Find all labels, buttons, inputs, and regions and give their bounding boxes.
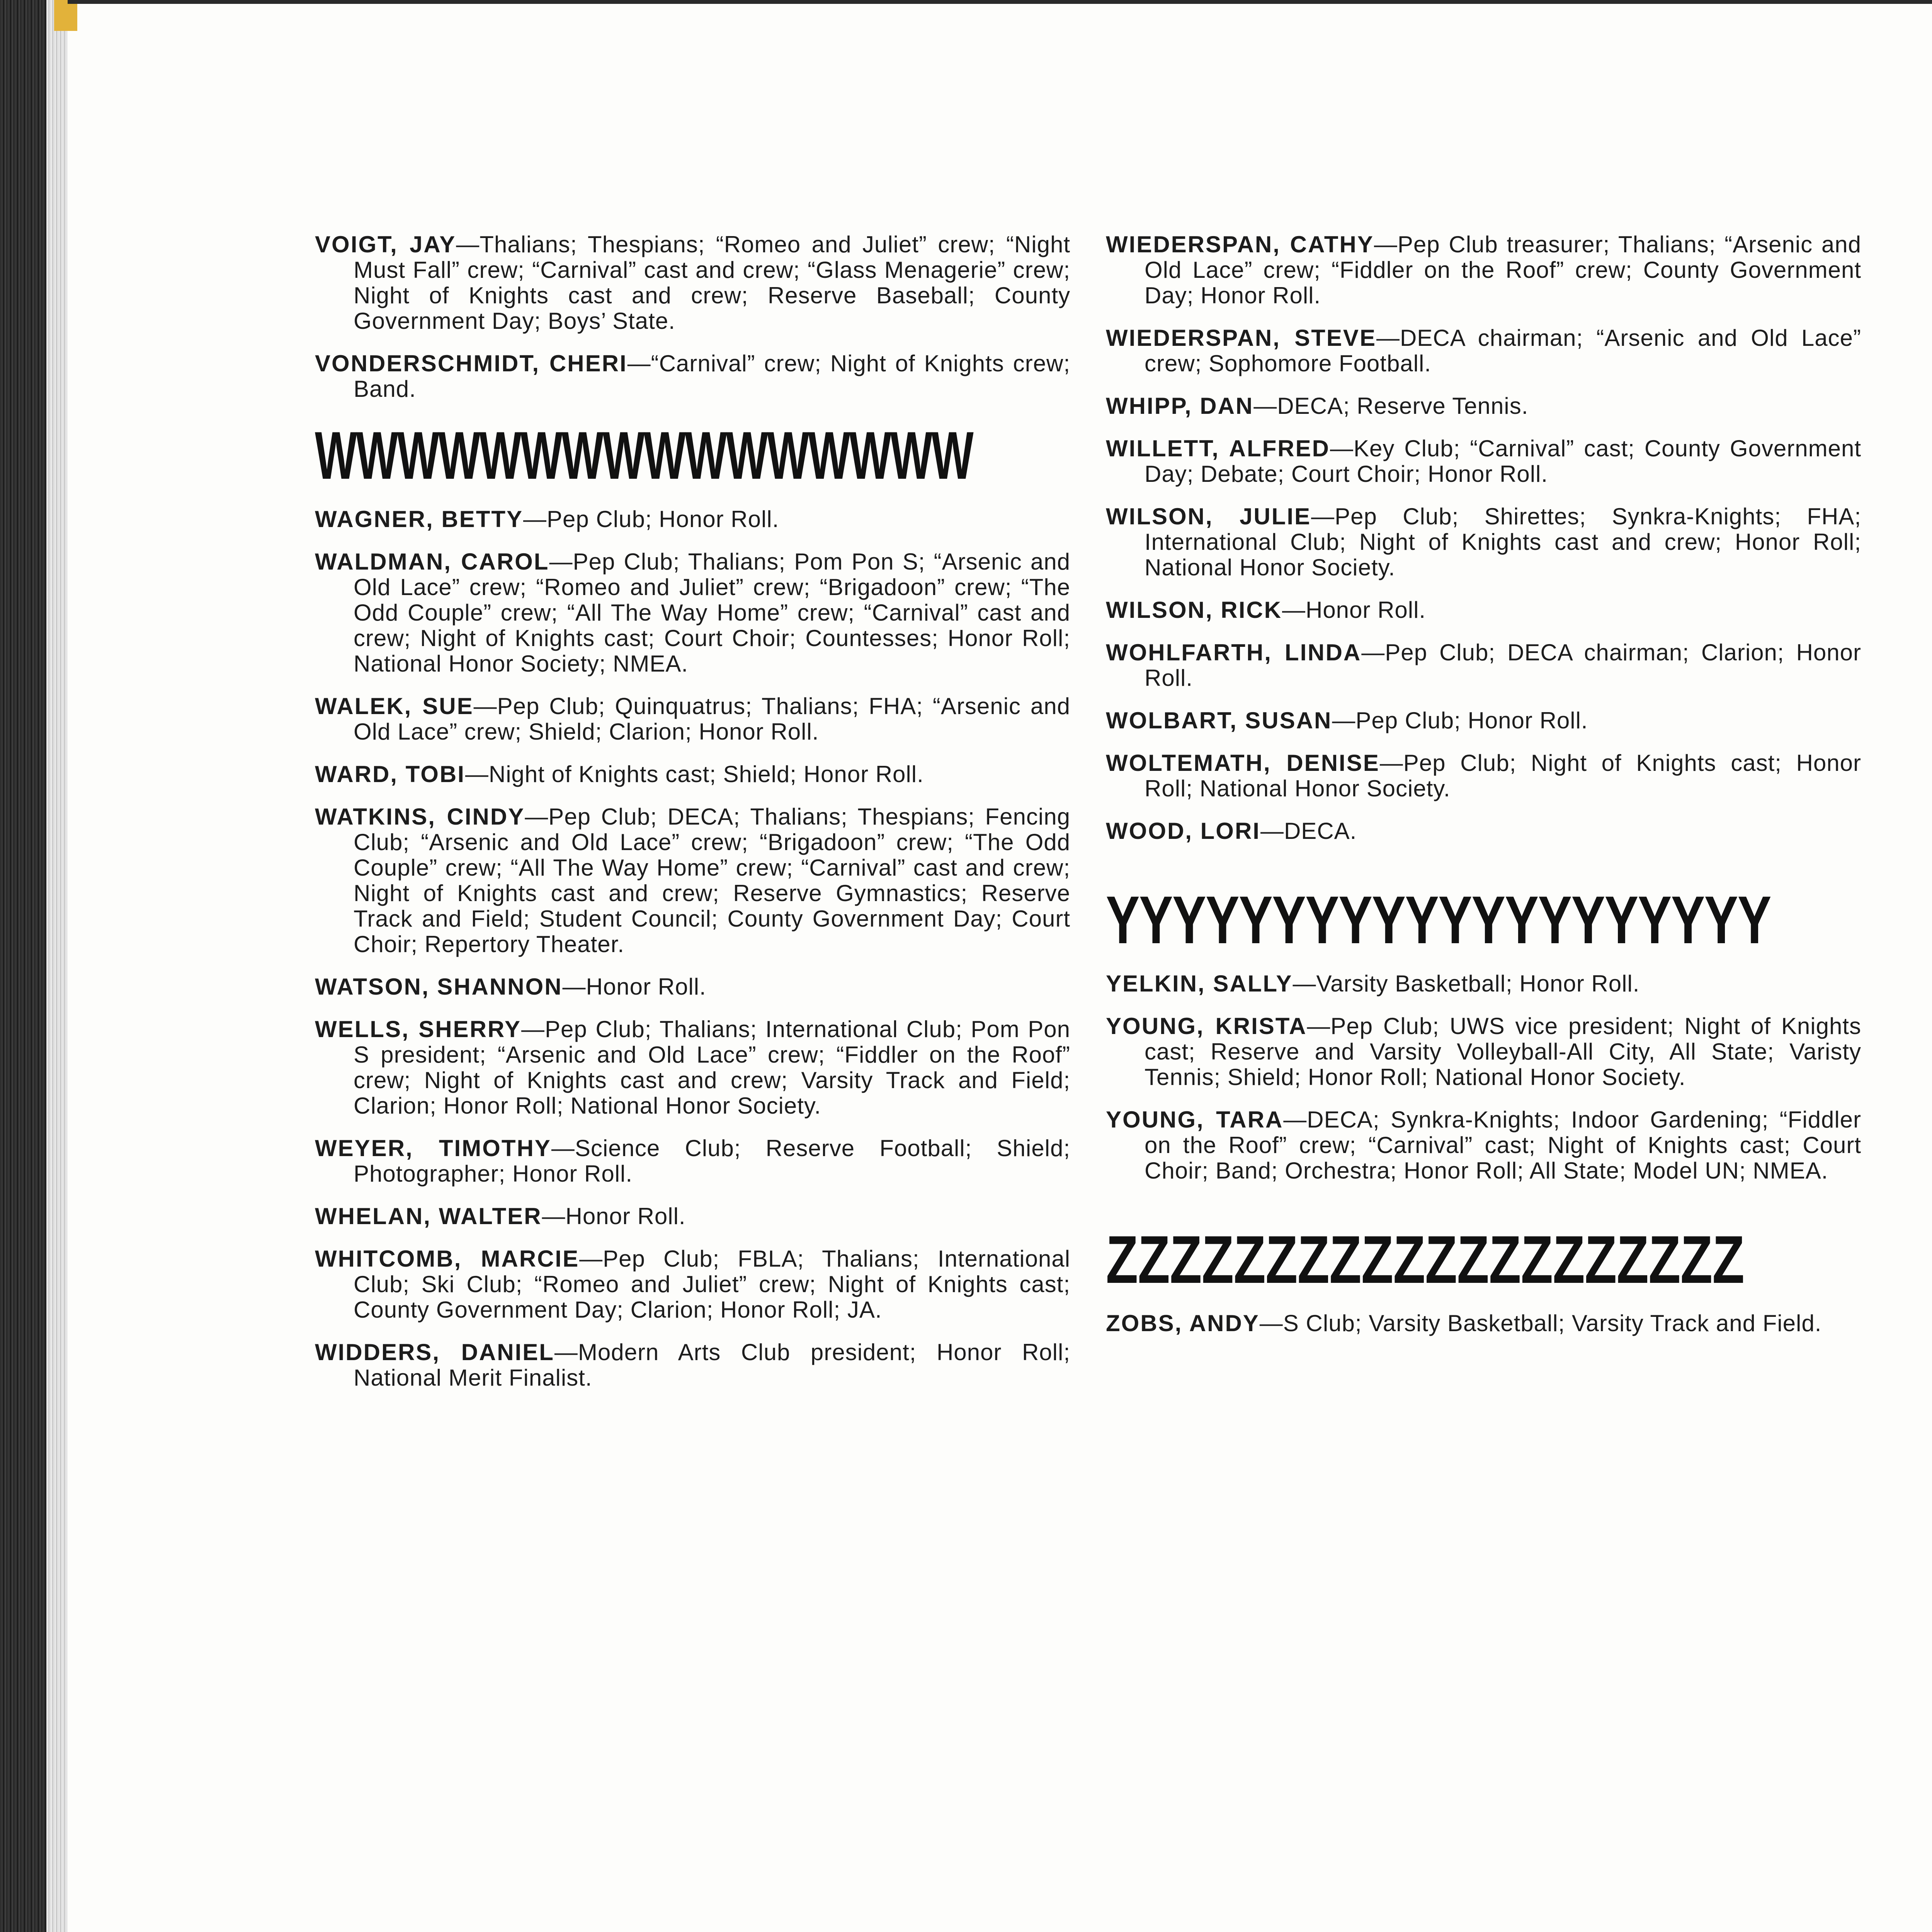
entry-watkins-cindy: WATKINS, CINDY—Pep Club; DECA; Thalians; Thespians; Fencing Club; “Arsenic and Old Lace” crew; “Brigadoon” crew; “The Odd Couple” crew; “All The Way Home” crew; “Carnival” cast and crew; Night of Knights cast and crew; Reserve Gymnastics; Reserve Track and Field; Student Council; County Government Day; Court Choir; Repertory Theater.: [315, 804, 1070, 957]
entry-name: WHELAN, WALTER: [315, 1203, 542, 1229]
entry-name: VOIGT, JAY: [315, 231, 456, 257]
entry-name: WOHLFARTH, LINDA: [1106, 639, 1362, 665]
entry-name: WOOD, LORI: [1106, 818, 1260, 844]
entry-wagner-betty: WAGNER, BETTY—Pep Club; Honor Roll.: [315, 506, 779, 532]
entry-wohlfarth-linda: WOHLFARTH, LINDA—Pep Club; DECA chairman; Clarion; Honor Roll.: [1106, 639, 1861, 691]
entry-text: S Club; Varsity Basketball; Varsity Track and Field.: [1283, 1310, 1822, 1336]
letter-header-y: YYYYYYYYYYYYYYYYYYYY: [1106, 886, 1771, 954]
entry-text: Pep Club; Quinquatrus; Thalians; FHA; “Arsenic and Old Lace” crew; Shield; Clarion; Honor Roll.: [354, 693, 1070, 745]
entry-text: DECA; Synkra-Knights; Indoor Gardening; “Fiddler on the Roof” crew; “Carnival” cast; Night of Knights cast; Court Choir; Band; Orchestra; Honor Roll; All State; Model UN; NMEA.: [1145, 1107, 1861, 1184]
entry-text: Pep Club; Honor Roll.: [1355, 707, 1588, 733]
entry-name: WILLETT, ALFRED: [1106, 435, 1330, 461]
entry-wells-sherry: WELLS, SHERRY—Pep Club; Thalians; International Club; Pom Pon S president; “Arsenic and Old Lace” crew; “Fiddler on the Roof” crew; Night of Knights cast and crew; Varsity Track and Field; Clarion; Honor Roll; National Honor Society.: [315, 1016, 1070, 1119]
entry-name: WIEDERSPAN, CATHY: [1106, 231, 1374, 257]
top-page-edge: [68, 0, 1932, 4]
letter-header-z: ZZZZZZZZZZZZZZZZZZZZ: [1106, 1226, 1745, 1294]
entry-ward-tobi: WARD, TOBI—Night of Knights cast; Shield; Honor Roll.: [315, 761, 924, 787]
entry-name: WIDDERS, DANIEL: [315, 1339, 554, 1365]
entry-text: Pep Club; Night of Knights cast; Honor Roll; National Honor Society.: [1145, 750, 1861, 801]
entry-whelan-walter: WHELAN, WALTER—Honor Roll.: [315, 1203, 686, 1229]
entry-name: WELLS, SHERRY: [315, 1016, 522, 1042]
entry-voigt-jay: VOIGT, JAY—Thalians; Thespians; “Romeo and Juliet” crew; “Night Must Fall” crew; “Carnival” cast and crew; “Glass Menagerie” crew; Night of Knights cast and crew; Reserve Baseball; County Government Day; Boys’ State.: [315, 231, 1070, 334]
entry-name: WAGNER, BETTY: [315, 506, 524, 532]
entry-name: WALDMAN, CAROL: [315, 549, 549, 575]
entry-text: Thalians; Thespians; “Romeo and Juliet” crew; “Night Must Fall” crew; “Carnival” cast and crew; “Glass Menagerie” crew; Night of Knights cast and crew; Reserve Baseball; County Government Day; Boys’ State.: [354, 231, 1070, 334]
entry-waldman-carol: WALDMAN, CAROL—Pep Club; Thalians; Pom Pon S; “Arsenic and Old Lace” crew; “Romeo and Juliet” crew; “Brigadoon” crew; “The Odd Couple” crew; “All The Way Home” crew; “Carnival” cast and crew; Night of Knights cast; Court Choir; Countesses; Honor Roll; National Honor Society; NMEA.: [315, 549, 1070, 677]
entry-text: Pep Club; DECA; Thalians; Thespians; Fencing Club; “Arsenic and Old Lace” crew; “Brigadoon” crew; “The Odd Couple” crew; “All The Way Home” crew; “Carnival” cast and crew; Night of Knights cast and crew; Reserve Gymnastics; Reserve Track and Field; Student Council; County Government Day; Court Choir; Repertory Theater.: [354, 804, 1070, 957]
entry-text: Pep Club; Honor Roll.: [547, 506, 779, 532]
entry-wiederspan-steve: WIEDERSPAN, STEVE—DECA chairman; “Arsenic and Old Lace” crew; Sophomore Football.: [1106, 325, 1861, 376]
entry-walek-sue: WALEK, SUE—Pep Club; Quinquatrus; Thalians; FHA; “Arsenic and Old Lace” crew; Shield; Clarion; Honor Roll.: [315, 693, 1070, 745]
entry-text: Pep Club; UWS vice president; Night of Knights cast; Reserve and Varsity Volleyball-All City, All State; Varisty Tennis; Shield; Honor Roll; National Honor Society.: [1145, 1013, 1861, 1090]
entry-vonderschmidt-cheri: VONDERSCHMIDT, CHERI—“Carnival” crew; Night of Knights crew; Band.: [315, 350, 1070, 402]
entry-wolbart-susan: WOLBART, SUSAN—Pep Club; Honor Roll.: [1106, 707, 1588, 733]
entry-name: YOUNG, TARA: [1106, 1107, 1284, 1133]
entry-name: YELKIN, SALLY: [1106, 971, 1293, 997]
entry-yelkin-sally: YELKIN, SALLY—Varsity Basketball; Honor Roll.: [1106, 971, 1640, 997]
entry-text: “Carnival” crew; Night of Knights crew; Band.: [354, 350, 1070, 402]
entry-text: Varsity Basketball; Honor Roll.: [1316, 971, 1640, 997]
entry-name: WOLTEMATH, DENISE: [1106, 750, 1380, 776]
entry-watson-shannon: WATSON, SHANNON—Honor Roll.: [315, 974, 706, 1000]
entry-zobs-andy: ZOBS, ANDY—S Club; Varsity Basketball; Varsity Track and Field.: [1106, 1310, 1822, 1336]
entry-name: YOUNG, KRISTA: [1106, 1013, 1307, 1039]
entry-text: Honor Roll.: [586, 974, 706, 1000]
entry-text: Honor Roll.: [1305, 597, 1426, 623]
entry-name: ZOBS, ANDY: [1106, 1310, 1260, 1336]
entry-wiederspan-cathy: WIEDERSPAN, CATHY—Pep Club treasurer; Thalians; “Arsenic and Old Lace” crew; “Fiddler on the Roof” crew; County Government Day; Honor Roll.: [1106, 231, 1862, 308]
entry-whitcomb-marcie: WHITCOMB, MARCIE—Pep Club; FBLA; Thalians; International Club; Ski Club; “Romeo and Juliet” crew; Night of Knights cast; County Government Day; Clarion; Honor Roll; JA.: [315, 1246, 1071, 1323]
entry-text: Pep Club; DECA chairman; Clarion; Honor Roll.: [1145, 639, 1861, 691]
entry-text: Key Club; “Carnival” cast; County Government Day; Debate; Court Choir; Honor Roll.: [1145, 435, 1861, 487]
entry-young-krista: YOUNG, KRISTA—Pep Club; UWS vice president; Night of Knights cast; Reserve and Varsity Volleyball-All City, All State; Varisty Tennis; Shield; Honor Roll; National Honor Society.: [1106, 1013, 1861, 1090]
entry-name: WOLBART, SUSAN: [1106, 707, 1332, 733]
entry-woltemath-denise: WOLTEMATH, DENISE—Pep Club; Night of Knights cast; Honor Roll; National Honor Society.: [1106, 750, 1861, 801]
entry-wood-lori: WOOD, LORI—DECA.: [1106, 818, 1357, 844]
entry-name: WALEK, SUE: [315, 693, 474, 719]
entry-name: VONDERSCHMIDT, CHERI: [315, 350, 628, 376]
left-column: [315, 232, 1070, 1408]
entry-name: WARD, TOBI: [315, 761, 465, 787]
entry-name: WHITCOMB, MARCIE: [315, 1246, 580, 1272]
entry-whipp-dan: WHIPP, DAN—DECA; Reserve Tennis.: [1106, 393, 1529, 419]
entry-name: WILSON, JULIE: [1106, 503, 1311, 529]
entry-text: Night of Knights cast; Shield; Honor Roll.: [488, 761, 924, 787]
entry-name: WILSON, RICK: [1106, 597, 1282, 623]
corner-tab-mark: [54, 0, 77, 31]
entry-text: Pep Club; Thalians; International Club; Pom Pon S president; “Arsenic and Old Lace” crew; “Fiddler on the Roof” crew; Night of Knights cast and crew; Varsity Track and Field; Clarion; Honor Roll; National Honor Society.: [354, 1016, 1070, 1119]
entry-text: Honor Roll.: [565, 1203, 686, 1229]
right-column: [1106, 232, 1861, 1353]
entry-text: Pep Club; FBLA; Thalians; International Club; Ski Club; “Romeo and Juliet” crew; Night of Knights cast; County Government Day; Clarion; Honor Roll; JA.: [354, 1246, 1071, 1323]
entry-willett-alfred: WILLETT, ALFRED—Key Club; “Carnival” cast; County Government Day; Debate; Court Choir; Honor Roll.: [1106, 435, 1861, 487]
entry-name: WEYER, TIMOTHY: [315, 1135, 551, 1161]
entry-name: WATSON, SHANNON: [315, 974, 563, 1000]
entry-text: Science Club; Reserve Football; Shield; Photographer; Honor Roll.: [354, 1135, 1070, 1187]
entry-text: DECA.: [1284, 818, 1357, 844]
entry-name: WIEDERSPAN, STEVE: [1106, 325, 1376, 351]
entry-wilson-julie: WILSON, JULIE—Pep Club; Shirettes; Synkra-Knights; FHA; International Club; Night of Knights cast and crew; Honor Roll; National Honor Society.: [1106, 503, 1862, 580]
entry-text: Pep Club treasurer; Thalians; “Arsenic and Old Lace” crew; “Fiddler on the Roof” crew; County Government Day; Honor Roll.: [1145, 231, 1862, 308]
entry-weyer-timothy: WEYER, TIMOTHY—Science Club; Reserve Football; Shield; Photographer; Honor Roll.: [315, 1135, 1070, 1187]
entry-text: Modern Arts Club president; Honor Roll; National Merit Finalist.: [354, 1339, 1070, 1391]
letter-header-w: WWWWWWWWWWWWWWWW: [315, 422, 973, 490]
entry-text: DECA chairman; “Arsenic and Old Lace” crew; Sophomore Football.: [1145, 325, 1861, 376]
entry-text: Pep Club; Shirettes; Synkra-Knights; FHA; International Club; Night of Knights cast and crew; Honor Roll; National Honor Society.: [1145, 503, 1862, 580]
entry-young-tara: YOUNG, TARA—DECA; Synkra-Knights; Indoor Gardening; “Fiddler on the Roof” crew; “Carnival” cast; Night of Knights cast; Court Choir; Band; Orchestra; Honor Roll; All State; Model UN; NMEA.: [1106, 1107, 1861, 1184]
entry-widders-daniel: WIDDERS, DANIEL—Modern Arts Club president; Honor Roll; National Merit Finalist.: [315, 1339, 1070, 1391]
entry-text: Pep Club; Thalians; Pom Pon S; “Arsenic and Old Lace” crew; “Romeo and Juliet” crew; “Brigadoon” crew; “The Odd Couple” crew; “All The Way Home” crew; “Carnival” cast and crew; Night of Knights cast; Court Choir; Countesses; Honor Roll; National Honor Society; NMEA.: [354, 549, 1070, 677]
entry-name: WATKINS, CINDY: [315, 804, 525, 830]
entry-name: WHIPP, DAN: [1106, 393, 1254, 419]
book-binding-edge: [0, 0, 68, 1932]
entry-wilson-rick: WILSON, RICK—Honor Roll.: [1106, 597, 1426, 623]
entry-text: DECA; Reserve Tennis.: [1277, 393, 1529, 419]
